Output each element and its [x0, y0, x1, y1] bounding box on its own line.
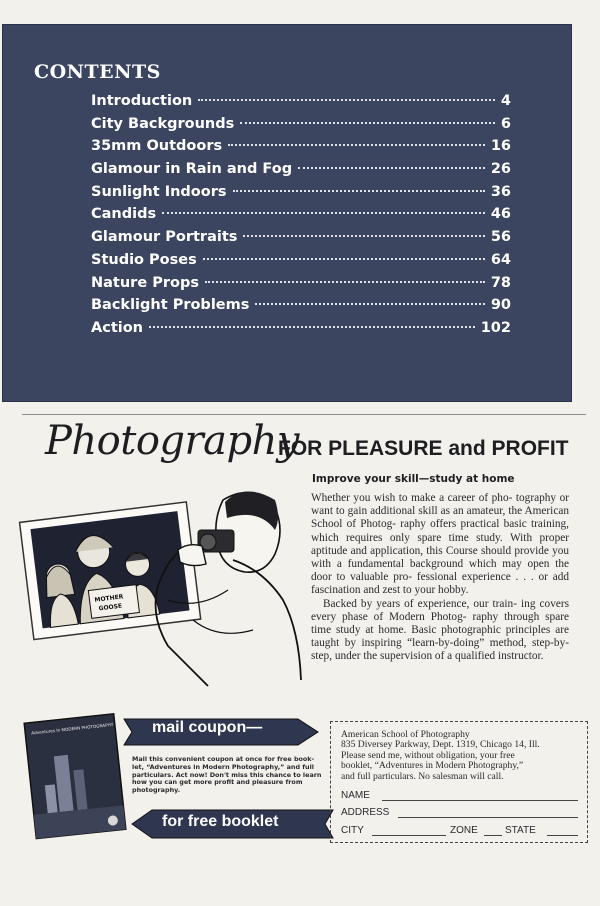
text-line: let, “Adventures in Modern Photography,” and full: [132, 762, 314, 771]
free-booklet-label: for free booklet: [162, 813, 279, 830]
toc-entry[interactable]: [91, 229, 511, 252]
headline-script: Photography: [45, 418, 299, 464]
headline-bold: FOR PLEASURE and PROFIT: [278, 437, 569, 460]
text-line: aptitude and application, this Course should: [311, 544, 512, 557]
contents-panel: [2, 24, 572, 402]
toc-entry-page: 4: [500, 93, 511, 109]
text-line: requires only spare time study. With proper: [346, 531, 570, 544]
address-label: ADDRESS: [341, 807, 390, 818]
text-line: instructor.: [497, 650, 544, 663]
toc-entry[interactable]: [91, 161, 511, 184]
toc-entry-title: Sunlight Indoors: [91, 183, 227, 200]
toc-entry-page: 102: [480, 319, 511, 336]
text-line: step, under the supervision of a qualified: [311, 650, 496, 663]
dot-leader: [298, 167, 485, 169]
toc-entry-title: Action: [91, 319, 144, 336]
toc-entry-title: City Backgrounds: [91, 115, 235, 132]
toc-entry-title: Nature Props: [91, 274, 199, 291]
text-line: fessional experience . . . or add fascination: [311, 571, 570, 597]
text-line: photography.: [132, 786, 181, 795]
toc-entry[interactable]: [91, 116, 511, 139]
dot-leader: [149, 326, 475, 328]
dot-leader: [255, 303, 484, 305]
booklet-title: Adventures In MODERN PHOTOGRAPHY: [30, 721, 114, 736]
dot-leader: [240, 122, 495, 124]
text-line: how you can get more profit and pleasure from: [132, 778, 303, 787]
contents-heading: CONTENTS: [34, 61, 161, 83]
name-field[interactable]: [382, 800, 578, 801]
text-line: Whether you wish to make a career of pho-: [311, 492, 513, 504]
text-line: and zest to your hobby.: [363, 584, 469, 597]
toc-entry-page: 64: [490, 251, 511, 268]
ad-subhead: Improve your skill—study at home: [312, 473, 515, 485]
toc-entry[interactable]: [91, 297, 511, 320]
toc-entry-page: 16: [490, 138, 511, 155]
address-field[interactable]: [398, 817, 578, 818]
text-line: which may open the door to valuable pro-: [311, 558, 569, 584]
text-line: provide you with a fundamental background: [311, 544, 570, 571]
text-line: raphy offers practical basic training, which: [311, 518, 569, 544]
toc-entry[interactable]: [91, 252, 511, 275]
table-of-contents: [91, 93, 511, 343]
toc-entry[interactable]: [91, 138, 511, 161]
toc-entry[interactable]: [91, 93, 511, 116]
toc-entry-page: 26: [490, 161, 511, 178]
toc-entry-title: Backlight Problems: [91, 297, 250, 314]
text-line: Mail this convenient coupon at once for free book-: [132, 755, 315, 763]
dot-leader: [203, 258, 485, 260]
dot-leader: [162, 212, 485, 214]
toc-entry-page: 36: [490, 183, 511, 200]
toc-entry[interactable]: [91, 320, 511, 343]
text-line: particulars. Act now! Don't miss this chance to learn: [132, 770, 322, 779]
coupon-line: and full particulars. No salesman will call.: [341, 770, 504, 782]
text-line: Basic photographic principles are taught by: [311, 624, 569, 650]
mail-coupon-label: mail coupon—: [152, 719, 263, 736]
zone-label: ZONE: [450, 825, 478, 836]
toc-entry-title: Introduction: [91, 93, 193, 109]
text-line: raphy through spare time study at home.: [311, 610, 569, 637]
coupon-line: American School of Photography: [341, 729, 470, 740]
text-line: an amateur, the American School of Photog-: [311, 505, 569, 531]
coupon-line: booklet, “Adventures in Modern Photography,”: [341, 760, 524, 772]
name-label: NAME: [341, 790, 370, 801]
toc-entry[interactable]: [91, 206, 511, 229]
toc-entry-title: Studio Poses: [91, 251, 197, 268]
ad-paragraph: [311, 492, 569, 598]
coupon-line: 835 Diversey Parkway, Dept. 1319, Chicago 14, Ill.: [341, 739, 540, 751]
booklet-cover: [22, 712, 132, 840]
dot-leader: [198, 99, 495, 101]
text-line: ing covers every phase of Modern Photog-: [311, 597, 570, 623]
text-line: inspiring “learn-by-doing” method, step-by-: [361, 637, 569, 650]
toc-entry-title: Glamour in Rain and Fog: [91, 161, 293, 178]
section-divider: [22, 414, 586, 415]
toc-entry-title: 35mm Outdoors: [91, 138, 223, 155]
toc-entry-page: 46: [490, 206, 511, 223]
photographer-illustration: [18, 480, 308, 695]
toc-entry-title: Glamour Portraits: [91, 229, 238, 246]
zone-field[interactable]: [484, 835, 502, 836]
state-field[interactable]: [547, 835, 578, 836]
coupon-text: [341, 730, 581, 782]
dot-leader: [243, 235, 484, 237]
toc-entry-page: 78: [490, 274, 511, 291]
dot-leader: [233, 190, 485, 192]
toc-entry-page: 6: [500, 115, 511, 132]
mail-description: [132, 756, 324, 795]
toc-entry-page: 90: [490, 297, 511, 314]
toc-entry-page: 56: [490, 229, 511, 246]
toc-entry-title: Candids: [91, 206, 157, 223]
dot-leader: [228, 144, 485, 146]
svg-text:GOOSE: GOOSE: [98, 602, 123, 613]
text-line: tography or want to gain additional skill as: [311, 492, 569, 518]
dot-leader: [205, 281, 485, 283]
text-line: Backed by years of experience, our train-: [323, 597, 517, 610]
family-photo-print: [20, 502, 201, 640]
toc-entry[interactable]: [91, 275, 511, 298]
svg-text:MOTHER: MOTHER: [94, 593, 124, 604]
state-label: STATE: [505, 825, 536, 836]
toc-entry[interactable]: [91, 184, 511, 207]
city-label: CITY: [341, 825, 364, 836]
coupon-line: Please send me, without obligation, your free: [341, 749, 515, 761]
city-field[interactable]: [372, 835, 446, 836]
ad-paragraph: [311, 598, 569, 664]
ad-body-copy: [311, 492, 569, 664]
